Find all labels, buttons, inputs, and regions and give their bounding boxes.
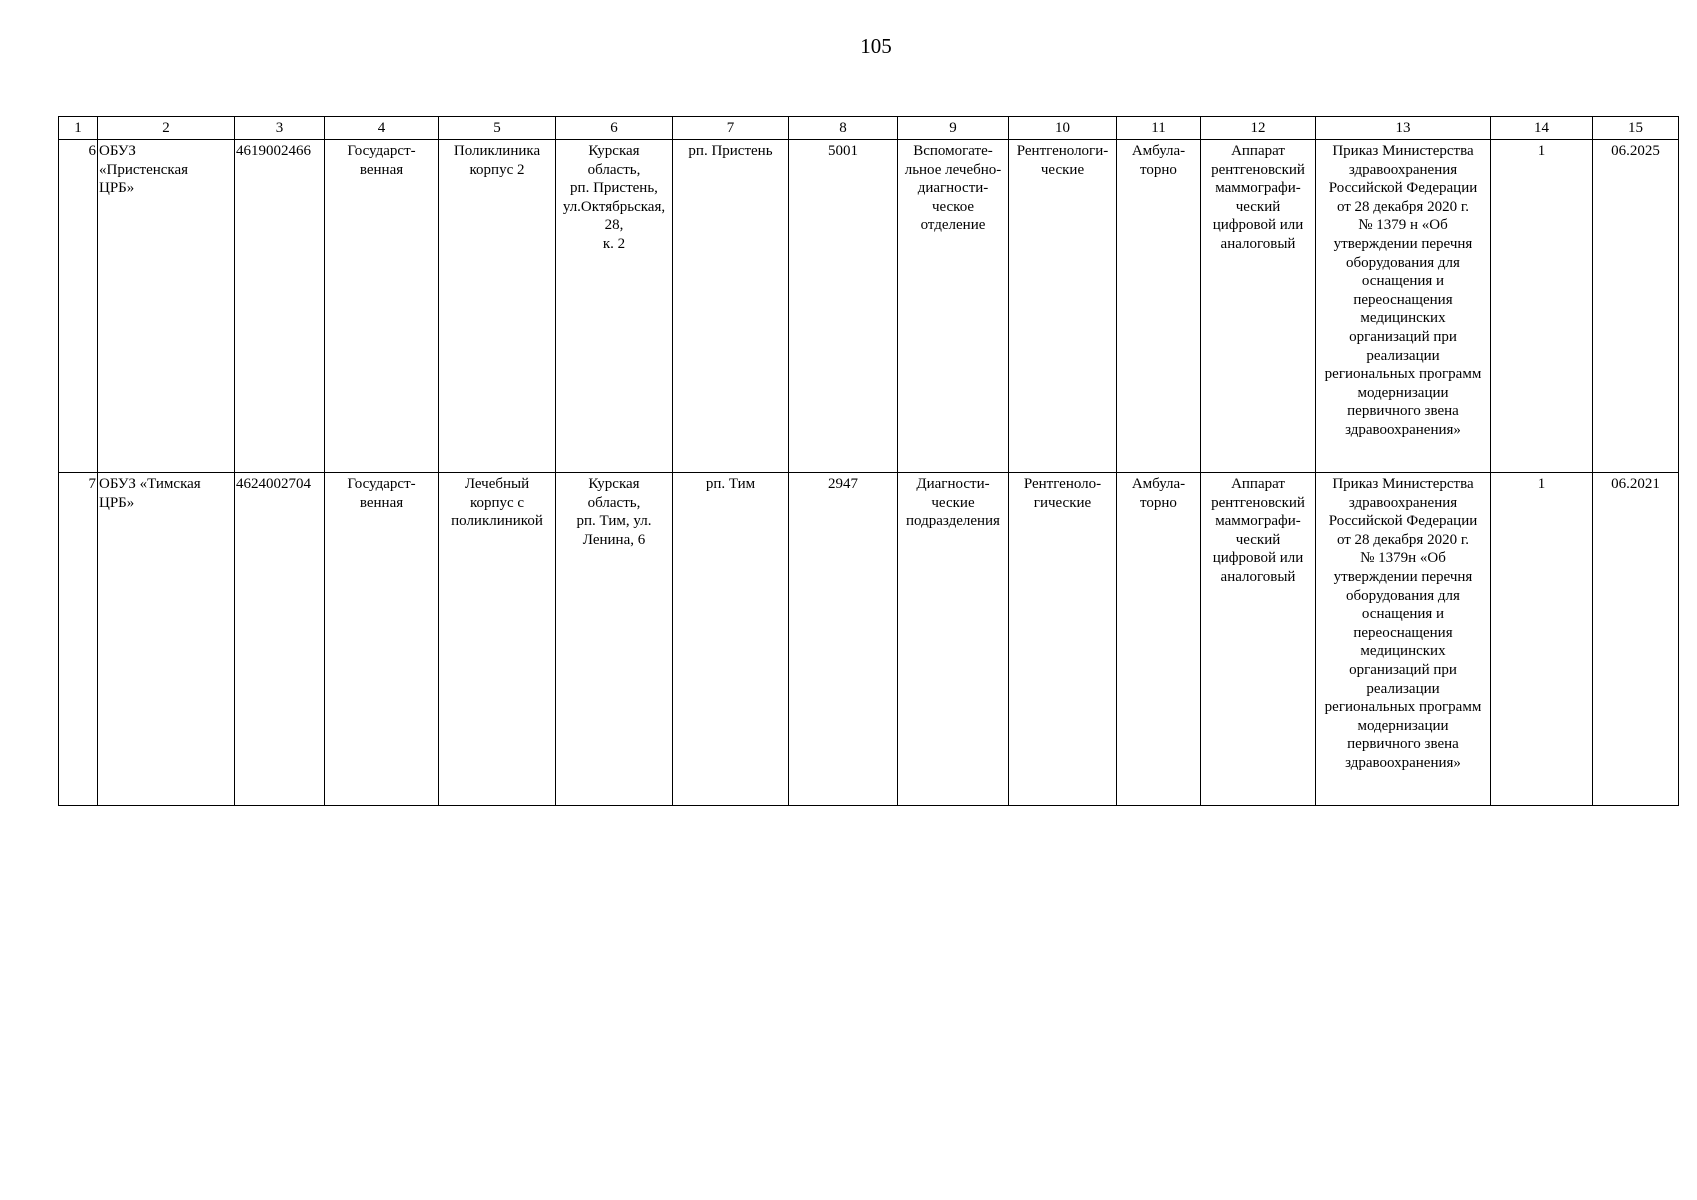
cell-line: № 1379 н «Об [1358,217,1448,234]
header-row [59,117,1679,140]
settlement-cell: рп. Тим [673,473,789,806]
cell-line: модернизации [1357,717,1449,734]
cell-line: ческие [1040,161,1085,178]
cell-line: рентгеновский [1211,494,1305,511]
date-cell: 06.2021 [1593,473,1679,806]
building-cell [439,473,556,806]
cell-line: региональных программ [1324,366,1482,383]
cell-line: первичного звена [1347,403,1459,420]
cell-line: венная [359,161,404,178]
cell-line: диагности- [917,180,989,197]
cell-line: от 28 декабря 2020 г. [1336,531,1470,548]
registry-table [58,116,1679,806]
cell-line: ческие [931,494,975,511]
column-header: 10 [1009,117,1117,140]
inn-cell: 4619002466 [235,140,325,473]
ownership-cell [325,473,439,806]
column-header: 2 [98,117,235,140]
quantity-cell: 1 [1491,473,1593,806]
cell-line: оснащения и [1361,273,1445,290]
cell-line: область, [587,161,641,178]
column-header: 4 [325,117,439,140]
page-number: 105 [860,34,892,58]
cell-line: медицинских [1360,310,1446,327]
column-header: 11 [1117,117,1201,140]
cell-line: модернизации [1357,384,1449,401]
inn-cell: 4624002704 [235,473,325,806]
organization-cell [98,473,235,806]
department-cell [898,473,1009,806]
column-header: 8 [789,117,898,140]
cell-line: поликлиникой [451,513,543,530]
care-form-cell [1117,140,1201,473]
cell-line: от 28 декабря 2020 г. [1336,198,1470,215]
column-header: 3 [235,117,325,140]
population-cell: 5001 [789,140,898,473]
cell-line: оборудования для [1346,587,1460,604]
equipment-cell [1201,473,1316,806]
cell-line: утверждении перечня [1333,568,1473,585]
cell-line: здравоохранения» [1345,754,1461,771]
cell-line: Приказ Министерства [1332,143,1474,159]
cell-line: торно [1140,161,1177,178]
cell-line: Ленина, 6 [582,531,646,548]
row-number-cell: 6 [59,140,98,473]
cell-line: 28, [604,217,624,234]
cell-line: Государст- [347,143,416,159]
cell-line: Амбула- [1131,476,1186,492]
row-number-cell: 7 [59,473,98,806]
cell-line: Курская [588,476,640,492]
cell-line: здравоохранения [1348,494,1458,511]
cell-line: Аппарат [1231,476,1285,492]
address-cell [556,473,673,806]
column-header: 1 [59,117,98,140]
cell-line: отделение [920,217,986,234]
cell-line: реализации [1366,347,1440,364]
cell-line: венная [359,494,404,511]
cell-line: Амбула- [1131,143,1186,159]
cell-line: Диагности- [916,476,990,492]
cell-line: региональных программ [1324,699,1482,716]
cell-line: здравоохранения [1348,161,1458,178]
table-row [59,473,1679,806]
cell-line: торно [1140,494,1177,511]
cell-line: оборудования для [1346,254,1460,271]
cell-line: переоснащения [1353,624,1453,641]
cell-line: ОБУЗ [99,143,136,159]
column-header: 5 [439,117,556,140]
department-cell [898,140,1009,473]
cell-line: Курская [588,143,640,159]
quantity-cell: 1 [1491,140,1593,473]
cell-line: ОБУЗ «Тимская [99,476,201,492]
ownership-cell [325,140,439,473]
cell-line: «Пристенская [99,161,189,178]
table-row [59,140,1679,473]
cell-line: цифровой или [1212,217,1304,234]
cell-line: маммографи- [1215,513,1301,530]
cell-line: рентгеновский [1211,161,1305,178]
cell-line: маммографи- [1215,180,1301,197]
cell-line: к. 2 [602,235,626,252]
cell-line: ЦРБ» [99,494,135,511]
cell-line: № 1379н «Об [1360,550,1446,567]
column-header: 9 [898,117,1009,140]
cell-line: ЦРБ» [99,180,135,197]
cell-line: цифровой или [1212,550,1304,567]
cell-line: Приказ Министерства [1332,476,1474,492]
population-cell: 2947 [789,473,898,806]
cell-line: ческое [931,198,975,215]
table-body [59,140,1679,806]
unit-type-cell [1009,473,1117,806]
column-header: 14 [1491,117,1593,140]
column-number-header [59,117,1679,140]
care-form-cell [1117,473,1201,806]
cell-line: аналоговый [1220,235,1296,252]
date-cell: 06.2025 [1593,140,1679,473]
cell-line: Государст- [347,476,416,492]
cell-line: рп. Тим, ул. [576,513,652,530]
cell-line: Российской Федерации [1328,180,1478,197]
cell-line: льное лечебно- [904,161,1002,178]
equipment-cell [1201,140,1316,473]
column-header: 15 [1593,117,1679,140]
column-header: 6 [556,117,673,140]
cell-line: первичного звена [1347,736,1459,753]
order-cell [1316,473,1491,806]
cell-line: Поликлиника [453,143,541,159]
cell-line: рп. Пристень, [570,180,658,197]
column-header: 12 [1201,117,1316,140]
cell-line: Лечебный [464,476,530,492]
column-header: 13 [1316,117,1491,140]
organization-cell [98,140,235,473]
cell-line: аналоговый [1220,568,1296,585]
cell-line: область, [587,494,641,511]
cell-line: Рентгенологи- [1016,143,1109,159]
column-header: 7 [673,117,789,140]
cell-line: Российской Федерации [1328,513,1478,530]
unit-type-cell [1009,140,1117,473]
cell-line: медицинских [1360,643,1446,660]
cell-line: подразделения [906,513,1000,530]
cell-line: корпус с [469,494,525,511]
cell-line: реализации [1366,680,1440,697]
cell-line: Вспомогате- [913,143,993,159]
settlement-cell: рп. Пристень [673,140,789,473]
order-cell [1316,140,1491,473]
cell-line: утверждении перечня [1333,235,1473,252]
cell-line: здравоохранения» [1345,421,1461,438]
cell-line: организаций при [1349,328,1457,345]
cell-line: гические [1033,494,1092,511]
cell-line: ул.Октябрьская, [562,198,666,215]
cell-line: ческий [1235,198,1281,215]
building-cell [439,140,556,473]
cell-line: оснащения и [1361,606,1445,623]
cell-line: ческий [1235,531,1281,548]
cell-line: организаций при [1349,661,1457,678]
cell-line: переоснащения [1353,291,1453,308]
cell-line: Рентгеноло- [1023,476,1102,492]
cell-line: корпус 2 [469,161,525,178]
cell-line: Аппарат [1231,143,1285,159]
address-cell [556,140,673,473]
